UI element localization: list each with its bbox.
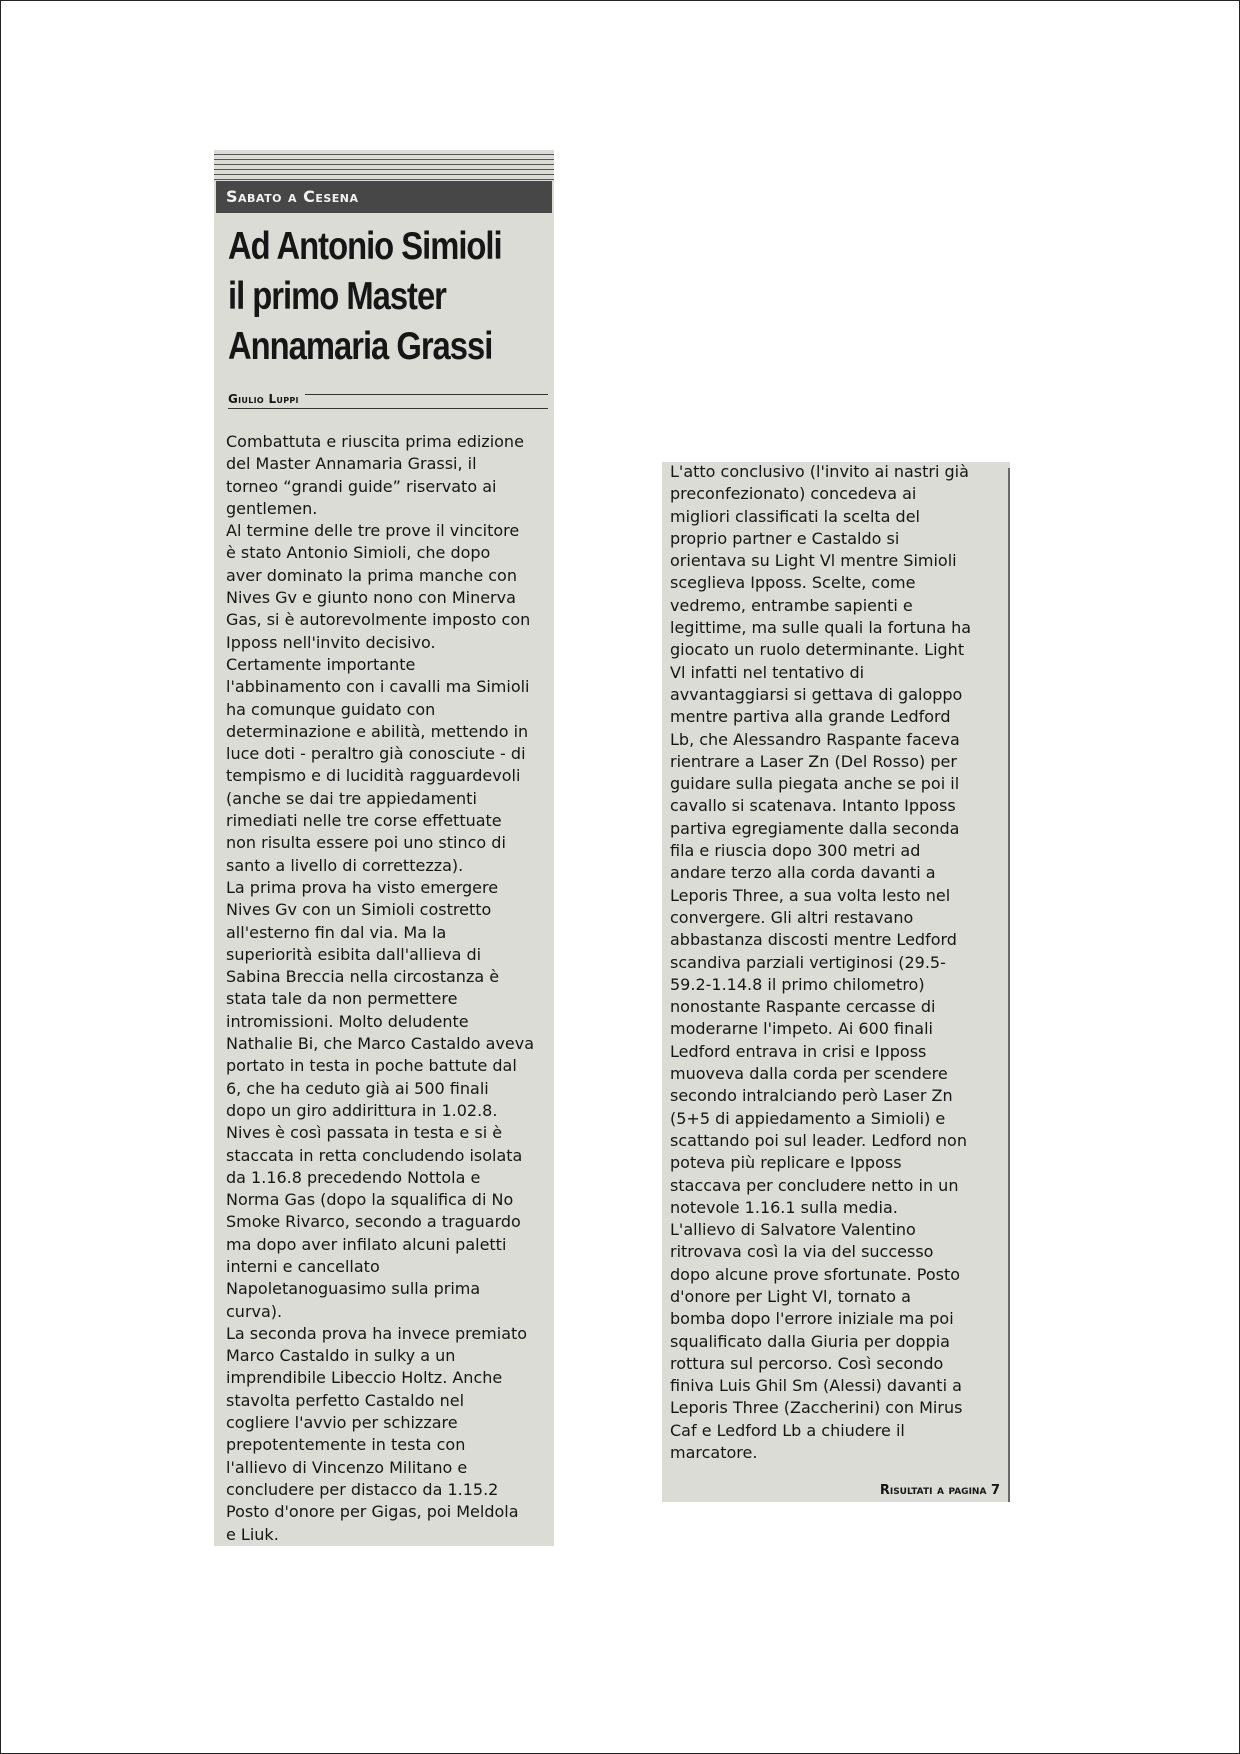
byline bbox=[228, 392, 548, 406]
continuation-reference: Risultati a pagina 7 bbox=[879, 1483, 1000, 1498]
article-column-1: Combattuta e riuscita prima edizione del Master Annamaria Grassi, il torneo “grandi guide” riservato ai gentlemen. Al termine delle tre prove il vincitore è stato Antonio Simioli, che dopo aver dominato la prima manche con Nives Gv e giunto nono con Minerva Gas, si è autorevolmente imposto con Ipposs nell'invito decisivo. Certamente importante l'abbinamento con i cavalli ma Simioli ha comunque guidato con determinazione e abilità, mettendo in luce doti - peraltro già conosciute - di tempismo e di lucidità ragguardevoli (anche se dai tre appiedamenti rimediati nelle tre corse effettuate non risulta essere poi uno stinco di santo a livello di correttezza). La prima prova ha visto emergere Nives Gv con un Simioli costretto all'esterno fin dal via. Ma la superiorità esibita dall'allieva di Sabina Breccia nella circostanza è stata tale da non permettere intromissioni. Molto deludente Nathalie Bi, che Marco Castaldo aveva portato in testa in poche battute dal 6, che ha ceduto già ai 500 finali dopo un giro addirittura in 1.02.8. Nives è così passata in testa e si è staccata in retta concludendo isolata da 1.16.8 precedendo Nottola e Norma Gas (dopo la squalifica di No Smoke Rivarco, secondo a traguardo ma dopo aver infilato alcuni paletti interni e cancellato Napoletanoguasimo sulla prima curva). La seconda prova ha invece premiato Marco Castaldo in sulky a un imprendibile Libeccio Holtz. Anche stavolta perfetto Castaldo nel cogliere l'avvio per schizzare prepotentemente in testa con l'allievo di Vincenzo Militano e concludere per distacco da 1.15.2 Posto d'onore per Gigas, poi Meldola e Liuk. bbox=[226, 432, 535, 1544]
header-rules bbox=[214, 150, 554, 180]
byline-rule-bottom bbox=[228, 408, 548, 409]
article-clipping-right bbox=[662, 462, 1010, 1502]
article-column-2: L'atto conclusivo (l'invito ai nastri già preconfezionato) concedeva ai migliori classificati la scelta del proprio partner e Castaldo si orientava su Light Vl mentre Simioli sceglieva Ipposs. Scelte, come vedremo, entrambe sapienti e legittime, ma sulle quali la fortuna ha giocato un ruolo determinante. Light Vl infatti nel tentativo di avvantaggiarsi si gettava di galoppo mentre partiva alla grande Ledford Lb, che Alessandro Raspante faceva rientrare a Laser Zn (Del Rosso) per guidare sulla piegata anche se poi il cavallo si scatenava. Intanto Ipposs partiva egregiamente dalla seconda fila e riuscia dopo 300 metri ad andare terzo alla corda davanti a Leporis Three, a sua volta lesto nel convergere. Gli altri restavano abbastanza discosti mentre Ledford scandiva parziali vertiginosi (29.5- 59.2-1.14.8 il primo chilometro) nonostante Raspante cercasse di moderarne l'impeto. Ai 600 finali Ledford entrava in crisi e Ipposs muoveva dalla corda per scendere secondo intralciando però Laser Zn (5+5 di appiedamento a Simioli) e scattando poi sul leader. Ledford non poteva più replicare e Ipposs staccava per concludere netto in un notevole 1.16.1 sulla media. L'allievo di Salvatore Valentino ritrovava così la via del successo dopo alcune prove sfortunate. Posto d'onore per Light Vl, tornato a bomba dopo l'errore iniziale ma poi squalificato dalla Giuria per doppia rottura sul percorso. Così secondo finiva Luis Ghil Sm (Alessi) davanti a Leporis Three (Zaccherini) con Mirus Caf e Ledford Lb a chiudere il marcatore. bbox=[670, 462, 972, 1463]
article-headline bbox=[228, 222, 547, 372]
column-edge bbox=[1008, 468, 1010, 1502]
headline-text: Ad Antonio Simioli il primo Master Annamaria Grassi bbox=[228, 225, 502, 368]
byline-author: Giulio Luppi bbox=[228, 392, 305, 406]
section-kicker: Sabato a Cesena bbox=[216, 181, 552, 213]
article-clipping-left bbox=[214, 150, 554, 1546]
